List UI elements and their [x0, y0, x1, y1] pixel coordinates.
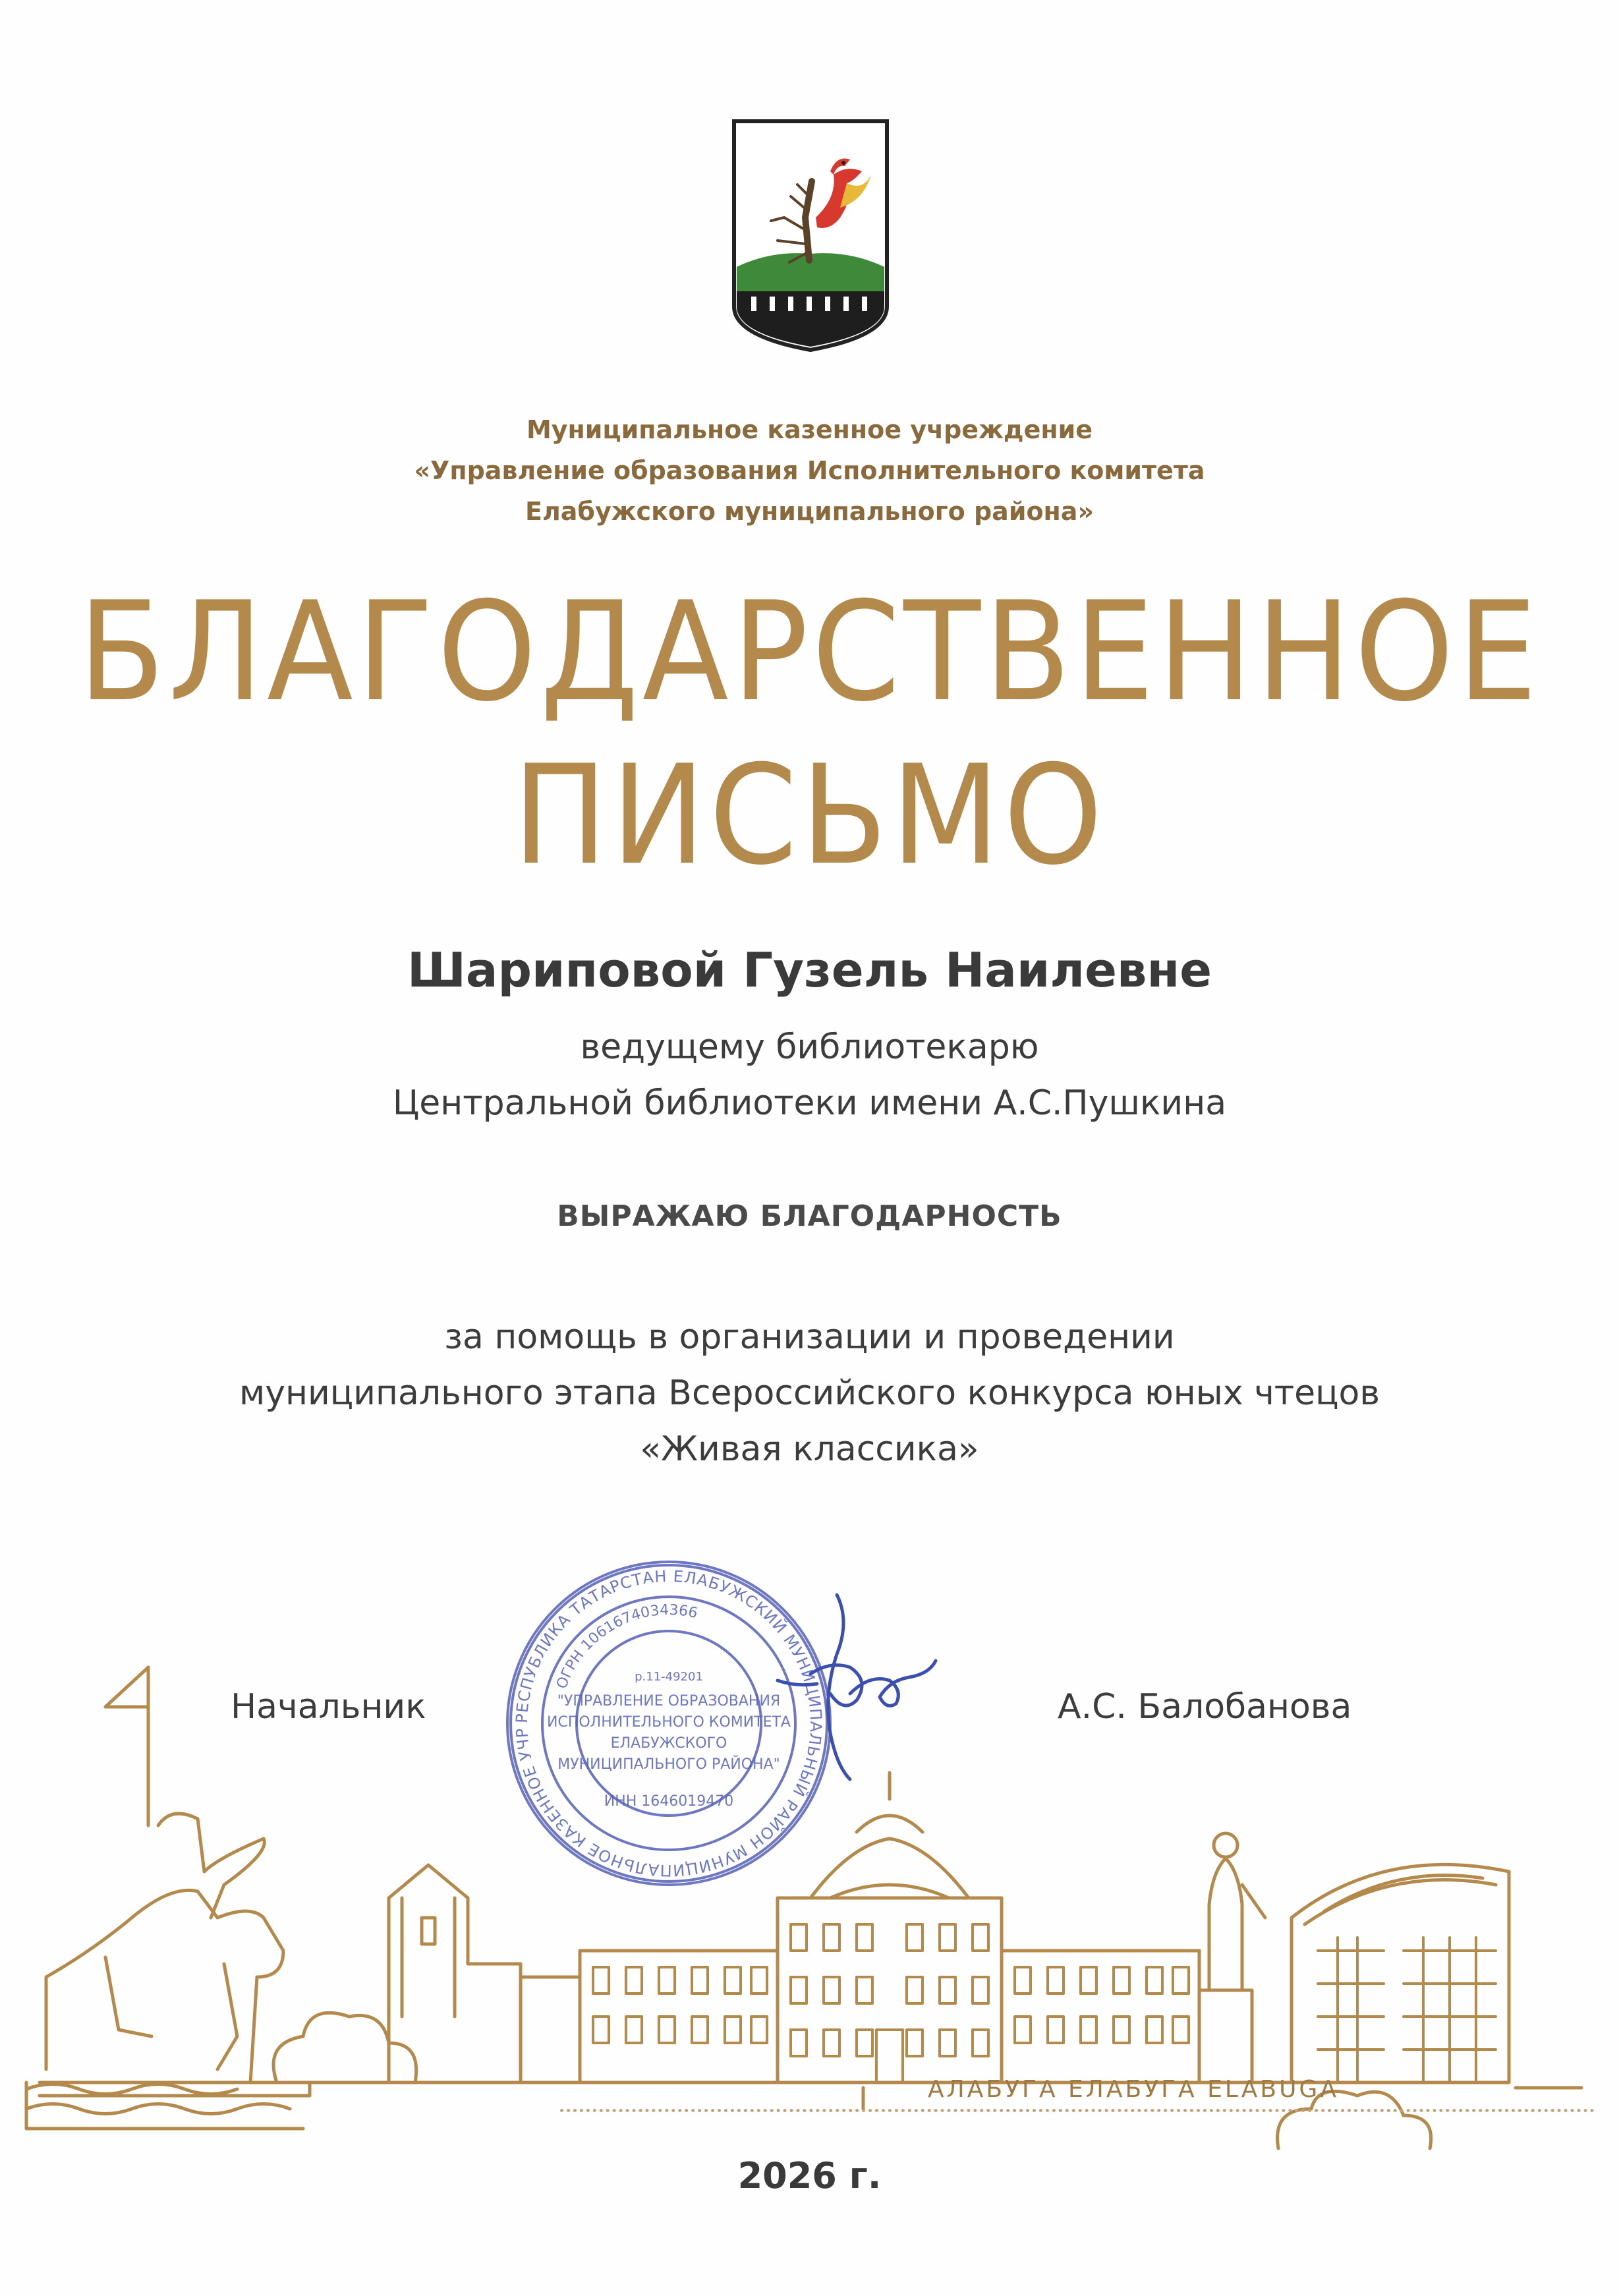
gratitude-heading: ВЫРАЖАЮ БЛАГОДАРНОСТЬ [557, 1199, 1062, 1233]
document-title-line-1: БЛАГОДАРСТВЕННОЕ [78, 573, 1541, 732]
coat-of-arms-icon [731, 119, 890, 353]
organization-line-2: «Управление образования Исполнительного комитета [414, 456, 1205, 485]
stamp-code: р.11-49201 [635, 1670, 703, 1684]
stamp-line-1: "УПРАВЛЕНИЕ ОБРАЗОВАНИЯ [557, 1693, 781, 1709]
stamp-line-2: ИСПОЛНИТЕЛЬНОГО КОМИТЕТА [547, 1714, 791, 1731]
organization-line-1: Муниципальное казенное учреждение [526, 415, 1093, 444]
stamp-line-4: МУНИЦИПАЛЬНОГО РАЙОНА" [557, 1756, 780, 1773]
stamp-inn: ИНН 1646019470 [604, 1793, 734, 1810]
reason-line-2: муниципального этапа Всероссийского конкурса юных чтецов [239, 1373, 1380, 1413]
signature-role: Начальник [231, 1687, 426, 1727]
document-year: 2026 г. [737, 2155, 882, 2196]
recipient-name: Шариповой Гузель Наилевне [407, 942, 1212, 998]
stamp-ogrn: ОГРН 1061674034366 [554, 1601, 699, 1692]
city-tagline: АЛАБУГА ЕЛАБУГА ELABUGA [928, 2076, 1339, 2103]
handwritten-signature [738, 1582, 949, 1793]
stamp-outer-text: РЕСПУБЛИКА ТАТАРСТАН ЕЛАБУЖСКИЙ МУНИЦИПАЛЬНЫЙ РАЙОН МУНИЦИПАЛЬНОЕ КАЗЕННОЕ УЧРЕЖДЕНИЕ [492, 1541, 826, 1880]
ground-dotted-line [560, 2109, 1595, 2112]
recipient-position: ведущему библиотекарю [580, 1027, 1039, 1067]
reason-line-1: за помощь в организации и проведении [444, 1317, 1175, 1357]
stamp-line-3: ЕЛАБУЖСКОГО [610, 1735, 727, 1752]
organization-line-3: Елабужского муниципального района» [525, 497, 1094, 526]
document-title-line-2: ПИСЬМО [513, 736, 1106, 896]
signature-name: А.С. Балобанова [1058, 1687, 1352, 1727]
recipient-workplace: Центральной библиотеки имени А.С.Пушкина [392, 1083, 1227, 1123]
reason-line-3: «Живая классика» [640, 1429, 979, 1469]
